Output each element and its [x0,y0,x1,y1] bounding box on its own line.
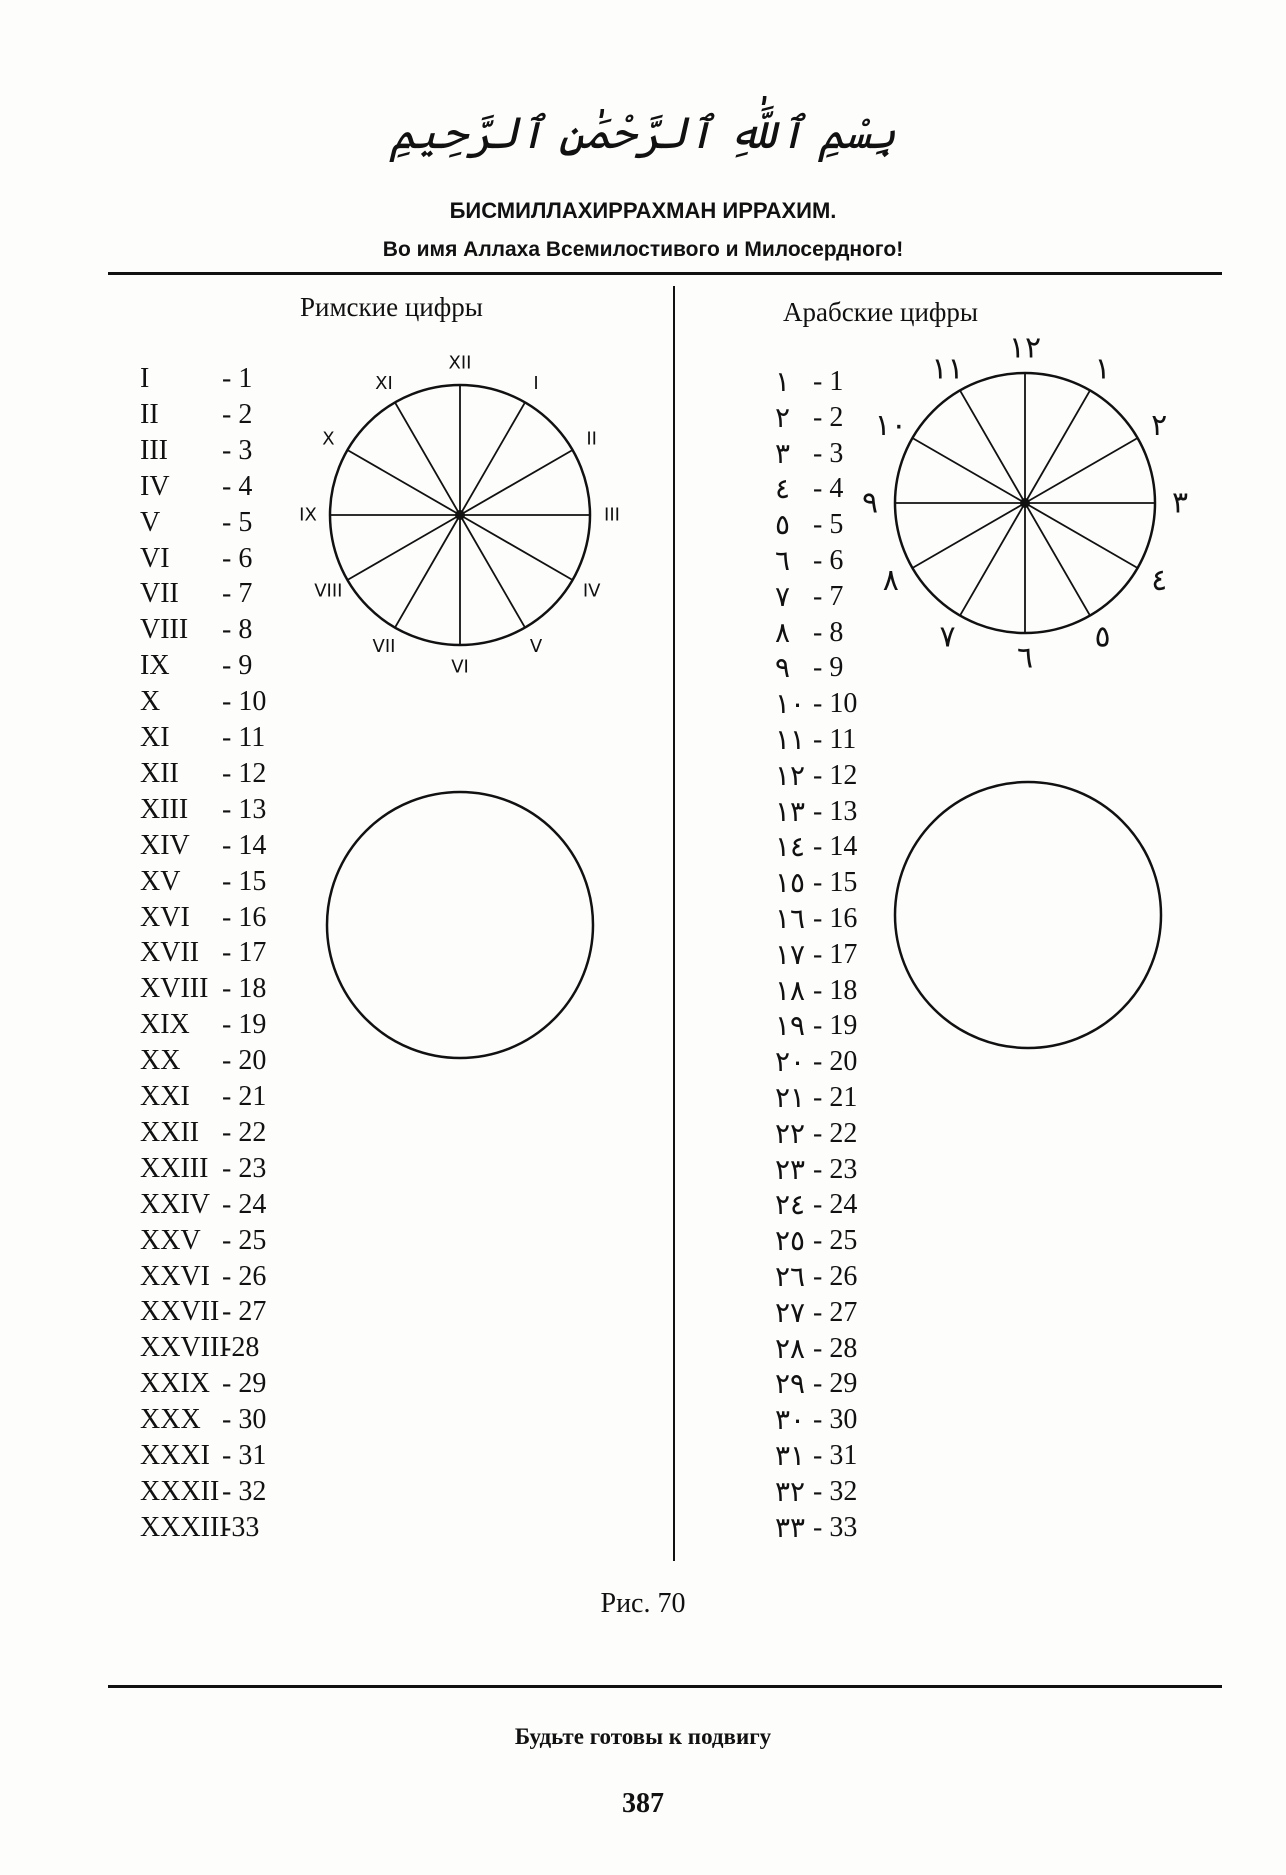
numeral-value: - 28 [813,1332,858,1364]
numeral-symbol: XXV [140,1224,201,1256]
numeral-value: - 5 [222,506,253,538]
numeral-symbol: VIII [140,614,189,646]
numeral-value: - 27 [813,1296,858,1328]
numeral-value: - 29 [222,1368,267,1400]
dial-spoke [460,450,573,515]
dial-hour-label: ١٠ [874,408,907,443]
numeral-symbol: ٤ [775,472,791,506]
numeral-value: - 20 [222,1045,267,1077]
roman-empty-circle [320,785,600,1065]
dial-spoke [460,402,525,515]
numeral-value: - 24 [222,1188,267,1220]
numeral-value: - 32 [813,1475,858,1507]
numeral-value: - 2 [222,398,253,430]
numeral-value: -33 [222,1511,260,1543]
dial-hour-label: ٩ [861,485,879,521]
numeral-value: - 11 [222,722,266,753]
dial-hour-label: ١١ [931,351,964,387]
numeral-symbol: I [140,363,150,394]
footer-rule [108,1685,1222,1688]
numeral-value: - 7 [222,578,253,610]
numeral-symbol: XXXII [140,1475,220,1507]
dial-spoke [395,402,460,515]
numeral-symbol: XVII [140,937,200,969]
numeral-value: - 31 [222,1440,267,1471]
numeral-value: - 23 [222,1152,267,1184]
page-number: 387 [622,1788,664,1819]
numeral-value: - 11 [813,724,857,755]
numeral-symbol: ١٩ [775,1009,806,1043]
numeral-value: - 27 [222,1296,267,1328]
numeral-symbol: ١٠ [775,687,806,721]
dial-hour-label: IX [299,504,317,526]
dial-spoke [347,515,460,580]
dial-spoke [1025,503,1090,616]
numeral-value: - 6 [813,545,844,576]
numeral-value: - 6 [222,542,253,574]
roman-title: Римские цифры [300,292,483,322]
numeral-value: - 13 [813,795,858,827]
dial-spoke [395,515,460,628]
dial-spoke [460,515,525,628]
numeral-symbol: IX [140,650,170,682]
numeral-value: - 24 [813,1189,858,1221]
numeral-symbol: ٩ [775,651,791,685]
numeral-value: - 1 [813,366,844,397]
dial-hour-label: ٣ [1171,485,1189,521]
numeral-value: - 5 [813,509,844,541]
numeral-value: - 16 [222,901,267,933]
numeral-symbol: ٢١ [775,1081,806,1114]
dial-spoke [1025,503,1138,568]
numeral-value: - 10 [813,688,858,720]
numeral-symbol: ٢٥ [775,1224,806,1258]
numeral-symbol: XXX [140,1404,201,1436]
numeral-symbol: ١٥ [775,866,806,900]
numeral-symbol: XVIII [140,973,209,1005]
column-divider [673,286,675,1561]
numeral-symbol: ٢٧ [775,1295,806,1329]
dial-spoke [960,390,1025,503]
numeral-value: - 29 [813,1368,858,1400]
dial-hour-label: III [604,504,620,526]
numeral-value: - 20 [813,1046,858,1078]
numeral-value: - 8 [813,616,844,648]
numeral-symbol: XX [140,1045,181,1077]
numeral-value: - 25 [222,1224,267,1256]
numeral-symbol: XIX [140,1009,190,1041]
numeral-symbol: ١٦ [775,902,806,935]
numeral-symbol: II [140,398,159,430]
numeral-value: - 21 [222,1081,267,1112]
numeral-value: - 22 [813,1117,858,1149]
numeral-symbol: ٣٣ [775,1510,806,1544]
numeral-value: - 23 [813,1153,858,1185]
numeral-symbol: ٢٩ [775,1367,806,1401]
numeral-symbol: ٣ [775,436,791,470]
numeral-value: - 18 [222,973,267,1005]
dial-hour-label: ٧ [939,619,956,655]
numeral-symbol: XV [140,865,181,897]
numeral-value: - 17 [222,937,267,969]
numeral-symbol: XXXIII [140,1511,229,1543]
numeral-symbol: ١٨ [775,973,806,1007]
dial-hour-label: I [533,372,539,394]
numeral-value: - 7 [813,580,844,612]
numeral-value: - 4 [222,470,253,502]
numeral-value: - 14 [222,829,267,861]
numeral-value: - 19 [813,1010,858,1042]
numeral-value: - 30 [813,1404,858,1436]
dial-hour-label: VII [372,636,396,658]
dial-center [455,510,465,520]
dial-spoke [1025,438,1138,503]
numeral-value: - 15 [813,867,858,899]
numeral-symbol: ٢ [775,400,791,434]
numeral-symbol: XI [140,722,170,753]
numeral-value: - 3 [813,437,844,469]
numeral-symbol: ٢٣ [775,1152,806,1186]
numeral-symbol: ١٢ [775,758,806,792]
numeral-symbol: X [140,686,161,718]
dial-hour-label: XII [448,352,472,374]
numeral-value: -28 [222,1332,260,1364]
numeral-value: - 16 [813,903,858,934]
numeral-symbol: XVI [140,901,190,933]
dial-hour-label: ٨ [882,563,899,598]
numeral-value: - 26 [813,1261,858,1292]
roman-clock-dial [290,345,630,685]
dial-spoke [912,503,1025,568]
dial-hour-label: IV [582,580,601,602]
numeral-symbol: XXI [140,1081,190,1112]
numeral-symbol: XXVI [140,1260,210,1292]
numeral-symbol: XXVIII [140,1332,229,1364]
numeral-symbol: XXVII [140,1296,220,1328]
numeral-value: - 9 [813,652,844,684]
numeral-value: - 3 [222,434,253,466]
numeral-symbol: ٥ [775,508,791,542]
numeral-value: - 32 [222,1475,267,1507]
numeral-value: - 22 [222,1116,267,1148]
numeral-symbol: ١٧ [775,937,806,971]
dial-hour-label: ١٢ [1008,330,1042,366]
arabic-title: Арабские цифры [783,297,979,327]
numeral-symbol: XXIV [140,1188,210,1220]
numeral-value: - 33 [813,1511,858,1543]
dial-hour-label: XI [375,372,393,394]
numeral-value: - 10 [222,686,267,718]
dial-spoke [460,515,573,580]
dial-hour-label: VI [451,656,469,678]
numeral-symbol: VI [140,542,170,574]
dial-hour-label: II [586,428,597,450]
numeral-value: - 18 [813,974,858,1006]
numeral-symbol: IV [140,470,170,502]
numeral-value: - 15 [222,865,267,897]
numeral-symbol: ٢٢ [775,1116,806,1150]
numeral-symbol: XXIII [140,1152,209,1184]
numeral-value: - 2 [813,401,844,433]
basmala-translation: Во имя Аллаха Всемилостивого и Милосердного! [382,238,904,261]
numeral-value: - 9 [222,650,253,682]
numeral-symbol: ٢٤ [775,1188,806,1222]
numeral-value: - 4 [813,473,844,505]
dial-spoke [960,503,1025,616]
numeral-symbol: ٢٦ [775,1260,806,1293]
figure-caption: Рис. 70 [600,1588,686,1619]
dial-hour-label: ٤ [1151,563,1168,598]
dial-hour-label: ٢ [1151,408,1168,443]
arabic-empty-circle [888,775,1168,1055]
dial-spoke [1025,390,1090,503]
numeral-value: - 25 [813,1225,858,1257]
numeral-symbol: ١٤ [775,830,806,864]
numeral-symbol: ٢٠ [775,1045,806,1079]
dial-spoke [912,438,1025,503]
dial-hour-label: ١ [1094,351,1111,387]
numeral-value: - 17 [813,938,858,970]
numeral-symbol: ٣١ [775,1439,806,1472]
numeral-value: - 31 [813,1440,858,1471]
numeral-symbol: VII [140,578,179,610]
numeral-value: - 8 [222,614,253,646]
numeral-value: - 30 [222,1404,267,1436]
numeral-symbol: XIV [140,829,190,861]
numeral-value: - 12 [813,759,858,791]
running-footer-title: Будьте готовы к подвигу [514,1724,772,1749]
numeral-symbol: ٨ [775,615,791,649]
numeral-value: - 14 [813,831,858,863]
numeral-value: - 12 [222,757,267,789]
dial-center [1020,498,1030,508]
numeral-symbol: ٢٨ [775,1331,806,1365]
numeral-symbol: XIII [140,793,189,825]
numeral-value: - 19 [222,1009,267,1041]
dial-hour-label: V [529,636,543,658]
dial-hour-label: X [322,428,335,450]
top-rule [108,272,1222,275]
numeral-symbol: XXIX [140,1368,210,1400]
numeral-symbol: XXII [140,1116,200,1148]
dial-spoke [347,450,460,515]
numeral-symbol: ٦ [775,544,791,577]
numeral-symbol: III [140,434,168,466]
arabic-clock-dial [861,330,1205,676]
numeral-symbol: ١٣ [775,794,806,828]
numeral-symbol: XII [140,757,179,789]
numeral-value: - 13 [222,793,267,825]
basmala-calligraphy: بِسْمِ ٱللَّٰهِ ٱلرَّحْمَٰنِ ٱلرَّحِيمِ [389,108,897,159]
numeral-symbol: ٧ [775,579,791,613]
numeral-symbol: ٣٢ [775,1474,806,1508]
numeral-value: - 1 [222,363,253,394]
numeral-symbol: ١ [775,365,791,398]
dial-hour-label: ٦ [1016,640,1034,676]
numeral-symbol: ٣٠ [775,1403,806,1437]
numeral-symbol: V [140,506,161,538]
numeral-value: - 21 [813,1082,858,1113]
numeral-value: - 26 [222,1260,267,1292]
numeral-symbol: ١١ [775,723,806,756]
dial-hour-label: ٥ [1094,619,1111,655]
numeral-symbol: XXXI [140,1440,210,1471]
basmala-transliteration: БИСМИЛЛАХИРРАХМАН ИРРАХИМ. [449,198,837,223]
dial-hour-label: VIII [314,580,343,602]
